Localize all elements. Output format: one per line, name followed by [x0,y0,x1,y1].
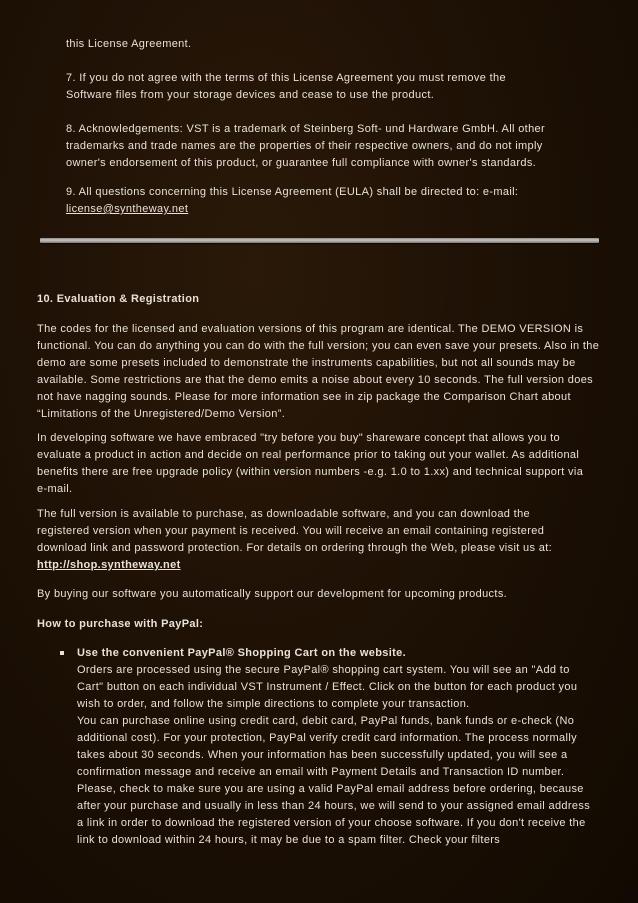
section-10-para-2: In developing software we have embraced "try before you buy" shareware concept that allows you to evaluate a product in action and decide on real performance prior to taking out your wallet. As additional benefits there are free upgrade policy (within version numbers -e.g. 1.0 to 1.xx) and technical support via e-mail. [37,432,584,495]
bullet-title: Use the convenient PayPal® Shopping Cart on the website. [77,647,407,659]
bullet-square-icon [60,651,64,655]
bullet-body: Orders are processed using the secure PayPal® shopping cart system. You will see an "Add to Cart" button on each individual VST Instrument / Effect. Click on the button for each product you wish to order, and follow the simple directions to complete your transaction. [77,664,578,710]
eula-item-9 [66,184,586,218]
bullet-content [77,645,597,849]
section-divider [40,238,599,243]
section-10-para-1: The codes for the licensed and evaluation versions of this program are identical. The DEMO VERSION is functional. You can do anything you can do with the full version; you can even save your presets. Also in the demo are some presets included to demonstrate the instruments capabilities, but not all sounds may be available. Some restrictions are that the demo emits a noise about every 10 seconds. The full version does not have nagging sounds. Please for more information see in zip package the Comparison Chart about “Limitations of the Unregistered/Demo Version”. [37,323,600,420]
eula-item-7: 7. If you do not agree with the terms of this License Agreement you must remove the Software files from your storage devices and cease to use the product. [66,72,506,101]
section-10-para-3 [37,506,577,574]
shop-link[interactable]: http://shop.syntheway.net [37,559,181,571]
license-email-link[interactable]: license@syntheway.net [66,203,189,215]
section-10-para-4: By buying our software you automatically support our development for upcoming products. [37,588,508,600]
bullet-body-2: You can purchase online using credit card, debit card, PayPal funds, bank funds or e-check (No additional cost). For your protection, PayPal verify credit card information. The process normally takes about 30 seconds. When your information has been successfully updated, you will see a confirmation message and receive an email with Payment Details and Transaction ID number. Please, check to make sure you are using a valid PayPal email address before ordering, because after your purchase and usually in less than 24 hours, we will send to your assigned email address a link in order to download the registered version of your choose software. If you don't receive the link to download within 24 hours, it may be due to a spam filter. Check your filters [77,715,591,846]
ordering-text: The full version is available to purchase, as downloadable software, and you can download the registered version when your payment is received. You will receive an email containing registered download link and password protection. For details on ordering through the Web, please visit us at: [37,508,553,554]
eula-item-6-tail: this License Agreement. [66,38,192,50]
paypal-heading: How to purchase with PayPal: [37,618,204,630]
eula-item-9-text: 9. All questions concerning this License Agreement (EULA) shall be directed to: e-mail: [66,186,519,198]
eula-item-8: 8. Acknowledgements: VST is a trademark of Steinberg Soft- und Hardware GmbH. All other trademarks and trade names are the properties of their respective owners, and do not imply owner's endorsement of this product, or guarantee full compliance with owner's standards. [66,123,546,169]
section-10-title: 10. Evaluation & Registration [37,293,200,305]
